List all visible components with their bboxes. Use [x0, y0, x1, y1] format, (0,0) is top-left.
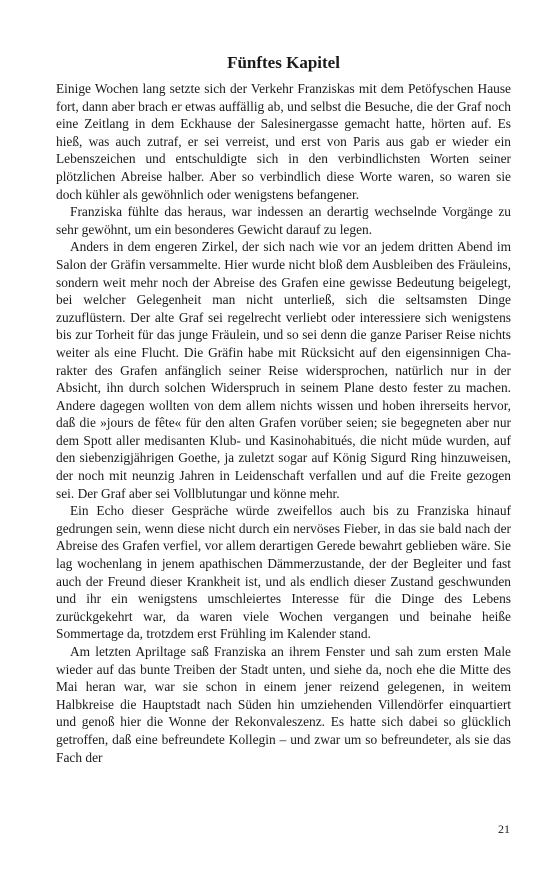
- chapter-title: Fünftes Kapitel: [227, 53, 340, 72]
- paragraph: Einige Wochen lang setzte sich der Verkehr Franziskas mit dem Petöfyschen Hause fort, dann aber brach er etwas auffällig ab, und selbst die Besuche, die der Graf noch eine Zeitlang in dem Eckhause der Salesinergasse gemacht hatte, hörten auf. Es hieß, was auch zutraf, er sei verreist, und erst von Paris aus gab er wieder ein Lebenszeichen und entschuldigte sich in den verbindlichsten Worten seiner plötzlichen Abreise halber. Aber so verbindlich diese Worte waren, so waren sie doch kühler als gewöhnlich oder wenigstens befangener.: [56, 81, 511, 202]
- paragraph: Ein Echo dieser Gespräche würde zweifellos auch bis zu Franziska hinauf gedrungen sein, wenn diese nicht durch ein nervöses Fieber, in das sie bald nach der Abreise des Grafen verfiel, vor allem derartigen Gerede bewahrt geblieben wäre. Sie lag wochenlang in jenem apathischen Dämmerzustande, der der Begleiter und fast auch der Freund dieser Krankheit ist, und als endlich dieser Zustand geschwunden und ihr ein wenigstens umschleiertes Interesse für die Dinge des Lebens zurückgekehrt war, da waren viele Wochen vergangen und beinahe heiße Sommertage da, trotzdem erst Frühling im Kalender stand.: [56, 503, 511, 642]
- book-page: [56, 52, 511, 766]
- paragraph: Am letzten Apriltage saß Franziska an ihrem Fenster und sah zum ersten Male wieder auf das bunte Treiben der Stadt unten, und siehe da, noch ehe die Mitte des Mai heran war, war sie schon in einem jener reizend gelegenen, in weitem Halbkreise die Hauptstadt nach Süden hin umziehenden Villendörfer einquartiert und genoß hier die Wonne der Rekonvaleszenz. Es hatte sich dabei so glücklich getroffen, daß eine befreundete Kollegin – und zwar um so befreundeter, als sie das Fach der: [56, 644, 511, 765]
- paragraph: Anders in dem engeren Zirkel, der sich nach wie vor an jedem dritten Abend im Salon der Gräfin versammelte. Hier wurde nicht bloß dem Ausbleiben des Fräuleins, sondern weit mehr noch der Abreise des Grafen eine gewisse Bedeutung beigelegt, bei welcher Gelegenheit man nicht unterließ, sich die seltsamsten Dinge zuzuflüstern. Der alte Graf sei regelrecht verliebt oder interessiere sich wenigstens bis zur Torheit für das junge Fräulein, und so sei denn die ganze Pariser Reise nichts weiter als eine Flucht. Die Gräfin habe mit Rücksicht auf den eigensinnigen Charakter des Grafen anfänglich seiner Reise widersprochen, natürlich nur in der Absicht, ihn durch solchen Widerspruch in seinem Plane desto fester zu machen. Andere dagegen wollten von dem allem nichts wissen und hoben ihrerseits hervor, daß die »jours de fête« für den alten Grafen vorüber seien; sie begegneten aber nur dem Spott aller medisanten Klub- und Kasinohabitués, die nicht müde wurden, auf den siebenzigjährigen Goethe, ja zuletzt sogar auf König Sigurd Ring hinzuweisen, der noch mit neunzig Jahren in Leidenschaft verfallen und auf die Freite gezogen sei. Der Graf aber sei Vollblutungar und könne mehr.: [56, 239, 511, 501]
- body-text: [56, 80, 511, 766]
- page-number: 21: [498, 822, 510, 836]
- paragraph: Franziska fühlte das heraus, war indessen an derartig wechselnde Vorgänge zu sehr gewöhnt, um ein besonderes Gewicht darauf zu legen.: [56, 204, 511, 237]
